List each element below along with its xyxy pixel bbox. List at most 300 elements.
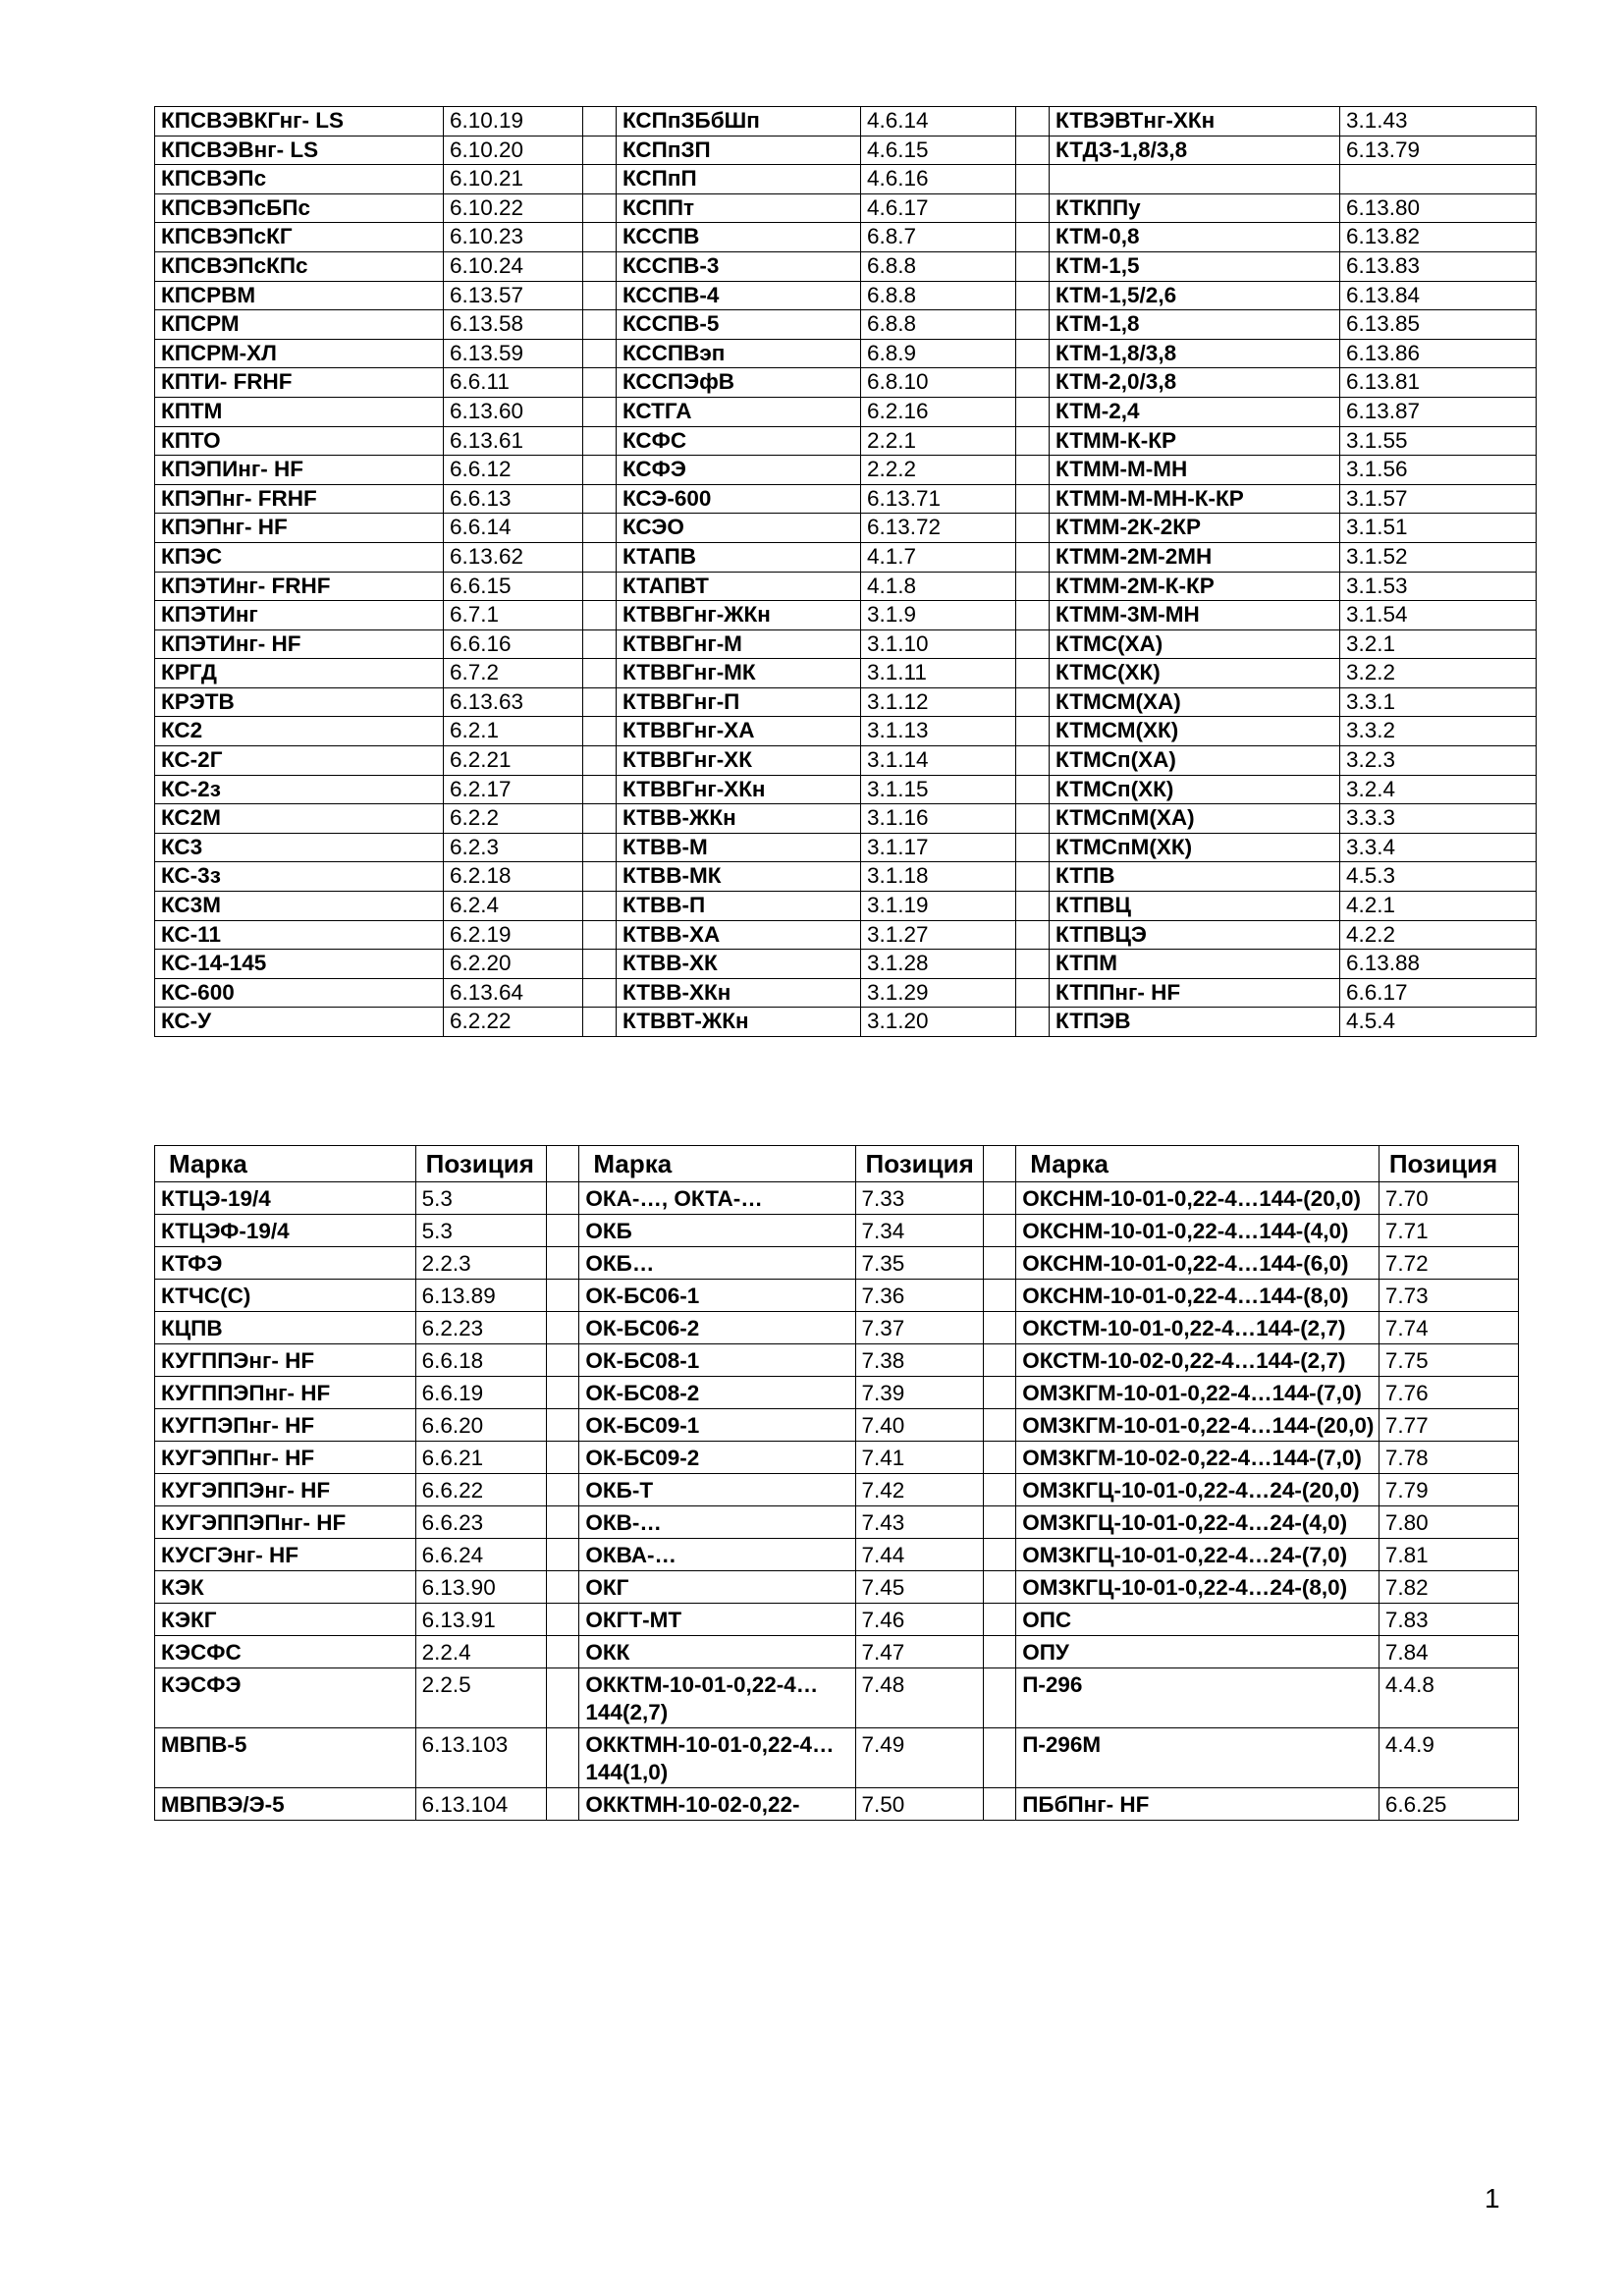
- brand-cell: КТЧС(С): [155, 1280, 416, 1312]
- brand-cell: КСПпП: [617, 165, 861, 194]
- position-cell: 4.2.2: [1340, 920, 1537, 950]
- spacer-cell: [1016, 368, 1050, 398]
- position-cell: 6.10.22: [444, 193, 583, 223]
- table-row: [155, 1409, 1519, 1442]
- position-cell: 6.13.61: [444, 426, 583, 456]
- position-cell: [1340, 165, 1537, 194]
- position-cell: 3.2.1: [1340, 629, 1537, 659]
- spacer-cell: [583, 804, 617, 834]
- position-cell: 6.6.17: [1340, 978, 1537, 1008]
- table-row: [155, 775, 1537, 804]
- brand-cell: КТЦЭФ-19/4: [155, 1215, 416, 1247]
- index-table-1: [154, 106, 1537, 1037]
- position-cell: 3.1.11: [861, 659, 1016, 688]
- spacer-cell: [984, 1344, 1016, 1377]
- position-cell: 6.10.20: [444, 136, 583, 165]
- position-cell: 6.13.71: [861, 484, 1016, 514]
- table-row: [155, 1474, 1519, 1506]
- spacer-cell: [583, 833, 617, 862]
- brand-cell: КТВВГнг-П: [617, 687, 861, 717]
- brand-cell: КТМ-1,5/2,6: [1050, 281, 1340, 310]
- spacer-cell: [583, 136, 617, 165]
- position-cell: 3.1.57: [1340, 484, 1537, 514]
- header-brand-3: Марка: [1016, 1146, 1380, 1182]
- table-row: [155, 687, 1537, 717]
- position-cell: 7.83: [1379, 1604, 1518, 1636]
- brand-cell: КТМ-0,8: [1050, 223, 1340, 252]
- position-cell: 7.74: [1379, 1312, 1518, 1344]
- position-cell: 3.1.16: [861, 804, 1016, 834]
- brand-cell: КТВВ-ЖКн: [617, 804, 861, 834]
- spacer-cell: [547, 1377, 579, 1409]
- spacer-cell: [547, 1668, 579, 1728]
- brand-cell: КС3: [155, 833, 444, 862]
- position-cell: 3.1.56: [1340, 456, 1537, 485]
- brand-cell: КССПВ-4: [617, 281, 861, 310]
- position-cell: 6.2.23: [415, 1312, 547, 1344]
- brand-cell: ОКСНМ-10-01-0,22-4…144-(8,0): [1016, 1280, 1380, 1312]
- position-cell: 6.6.15: [444, 572, 583, 601]
- spacer-cell: [1016, 629, 1050, 659]
- position-cell: 2.2.1: [861, 426, 1016, 456]
- spacer-cell: [547, 1247, 579, 1280]
- brand-cell: КТВВГнг-ХКн: [617, 775, 861, 804]
- brand-cell: КТММ-2М-К-КР: [1050, 572, 1340, 601]
- table-row: [155, 1539, 1519, 1571]
- brand-cell: КЭК: [155, 1571, 416, 1604]
- position-cell: 6.2.17: [444, 775, 583, 804]
- position-cell: 7.38: [855, 1344, 984, 1377]
- brand-cell: КТДЗ-1,8/3,8: [1050, 136, 1340, 165]
- index-table-1-body: [155, 107, 1537, 1037]
- spacer-cell: [583, 107, 617, 137]
- spacer-cell: [1016, 310, 1050, 340]
- table-row: [155, 107, 1537, 137]
- spacer-cell: [547, 1506, 579, 1539]
- spacer-cell: [984, 1182, 1016, 1215]
- spacer-cell: [1016, 775, 1050, 804]
- position-cell: 3.2.3: [1340, 746, 1537, 776]
- position-cell: 3.1.10: [861, 629, 1016, 659]
- table-row: [155, 397, 1537, 426]
- brand-cell: КПТО: [155, 426, 444, 456]
- spacer-cell: [1016, 484, 1050, 514]
- spacer-cell: [1016, 542, 1050, 572]
- brand-cell: КТММ-2К-2КР: [1050, 514, 1340, 543]
- position-cell: 3.1.15: [861, 775, 1016, 804]
- brand-cell: КТМ-1,5: [1050, 251, 1340, 281]
- spacer-cell: [1016, 687, 1050, 717]
- position-cell: 3.2.2: [1340, 659, 1537, 688]
- brand-cell: КТФЭ: [155, 1247, 416, 1280]
- brand-cell: КПСРМ: [155, 310, 444, 340]
- position-cell: 7.44: [855, 1539, 984, 1571]
- spacer-cell: [583, 717, 617, 746]
- position-cell: 4.6.15: [861, 136, 1016, 165]
- position-cell: 6.6.24: [415, 1539, 547, 1571]
- position-cell: 3.1.54: [1340, 601, 1537, 630]
- table-row: [155, 1215, 1519, 1247]
- brand-cell: КСТГА: [617, 397, 861, 426]
- position-cell: 6.8.10: [861, 368, 1016, 398]
- brand-cell: ОПУ: [1016, 1636, 1380, 1668]
- position-cell: 6.2.1: [444, 717, 583, 746]
- position-cell: 6.2.22: [444, 1008, 583, 1037]
- header-position-2: Позиция: [855, 1146, 984, 1182]
- position-cell: 6.8.8: [861, 251, 1016, 281]
- brand-cell: МВПВ-5: [155, 1728, 416, 1788]
- brand-cell: КПСВЭПсКПс: [155, 251, 444, 281]
- brand-cell: КТПЭВ: [1050, 1008, 1340, 1037]
- spacer-cell: [984, 1215, 1016, 1247]
- brand-cell: ОКСТМ-10-02-0,22-4…144-(2,7): [1016, 1344, 1380, 1377]
- brand-cell: ОКГТ-МТ: [579, 1604, 855, 1636]
- spacer-cell: [1016, 659, 1050, 688]
- position-cell: 6.13.85: [1340, 310, 1537, 340]
- index-table-2-header-row: [155, 1146, 1519, 1182]
- brand-cell: ОК-БС09-1: [579, 1409, 855, 1442]
- position-cell: 6.13.59: [444, 339, 583, 368]
- position-cell: 7.36: [855, 1280, 984, 1312]
- position-cell: 6.13.79: [1340, 136, 1537, 165]
- brand-cell: КТММ-2М-2МН: [1050, 542, 1340, 572]
- header-spacer-2: [984, 1146, 1016, 1182]
- brand-cell: КЦПВ: [155, 1312, 416, 1344]
- position-cell: 6.2.20: [444, 950, 583, 979]
- position-cell: 6.2.4: [444, 892, 583, 921]
- position-cell: 4.1.8: [861, 572, 1016, 601]
- brand-cell: МВПВЭ/Э-5: [155, 1788, 416, 1821]
- brand-cell: КТМ-2,4: [1050, 397, 1340, 426]
- brand-cell: КПСВЭПс: [155, 165, 444, 194]
- brand-cell: КС-2з: [155, 775, 444, 804]
- position-cell: 3.1.12: [861, 687, 1016, 717]
- spacer-cell: [1016, 1008, 1050, 1037]
- spacer-cell: [1016, 717, 1050, 746]
- spacer-cell: [1016, 456, 1050, 485]
- position-cell: 6.6.14: [444, 514, 583, 543]
- brand-cell: ОКСНМ-10-01-0,22-4…144-(20,0): [1016, 1182, 1380, 1215]
- spacer-cell: [1016, 136, 1050, 165]
- position-cell: 3.3.3: [1340, 804, 1537, 834]
- spacer-cell: [583, 862, 617, 892]
- spacer-cell: [984, 1788, 1016, 1821]
- brand-cell: КТАПВТ: [617, 572, 861, 601]
- brand-cell: КТМСпМ(ХА): [1050, 804, 1340, 834]
- position-cell: 7.71: [1379, 1215, 1518, 1247]
- position-cell: 6.13.87: [1340, 397, 1537, 426]
- brand-cell: КСПпЗП: [617, 136, 861, 165]
- position-cell: 6.13.89: [415, 1280, 547, 1312]
- spacer-cell: [583, 950, 617, 979]
- brand-cell: КСПпЗБбШп: [617, 107, 861, 137]
- spacer-cell: [583, 397, 617, 426]
- position-cell: 3.3.1: [1340, 687, 1537, 717]
- position-cell: 6.13.86: [1340, 339, 1537, 368]
- spacer-cell: [547, 1409, 579, 1442]
- table-row: [155, 165, 1537, 194]
- spacer-cell: [547, 1312, 579, 1344]
- position-cell: 3.1.52: [1340, 542, 1537, 572]
- position-cell: 4.4.8: [1379, 1668, 1518, 1728]
- brand-cell: ОК-БС06-2: [579, 1312, 855, 1344]
- brand-cell: КТММ-3М-МН: [1050, 601, 1340, 630]
- spacer-cell: [583, 775, 617, 804]
- position-cell: 6.13.72: [861, 514, 1016, 543]
- brand-cell: КТВВ-ХКн: [617, 978, 861, 1008]
- spacer-cell: [547, 1728, 579, 1788]
- brand-cell: ОМЗКГЦ-10-01-0,22-4…24-(7,0): [1016, 1539, 1380, 1571]
- spacer-cell: [583, 484, 617, 514]
- spacer-cell: [583, 281, 617, 310]
- position-cell: 6.13.91: [415, 1604, 547, 1636]
- brand-cell: КТВВ-ХА: [617, 920, 861, 950]
- spacer-cell: [1016, 862, 1050, 892]
- position-cell: 6.13.82: [1340, 223, 1537, 252]
- brand-cell: КУГПЭПнг- HF: [155, 1409, 416, 1442]
- spacer-cell: [583, 601, 617, 630]
- position-cell: 7.49: [855, 1728, 984, 1788]
- brand-cell: ОКСНМ-10-01-0,22-4…144-(6,0): [1016, 1247, 1380, 1280]
- position-cell: 3.1.19: [861, 892, 1016, 921]
- position-cell: 6.10.23: [444, 223, 583, 252]
- position-cell: 6.10.24: [444, 251, 583, 281]
- table-row: [155, 193, 1537, 223]
- brand-cell: КТВВГнг-МК: [617, 659, 861, 688]
- brand-cell: КТВЭВТнг-ХКн: [1050, 107, 1340, 137]
- position-cell: 6.2.19: [444, 920, 583, 950]
- position-cell: 7.37: [855, 1312, 984, 1344]
- position-cell: 7.45: [855, 1571, 984, 1604]
- brand-cell: ОККТМ-10-01-0,22-4…144(2,7): [579, 1668, 855, 1728]
- brand-cell: КТММ-М-МН-К-КР: [1050, 484, 1340, 514]
- brand-cell: КПЭПИнг- HF: [155, 456, 444, 485]
- brand-cell: КС-2Г: [155, 746, 444, 776]
- brand-cell: КТМ-2,0/3,8: [1050, 368, 1340, 398]
- page-number: 1: [1485, 2183, 1500, 2214]
- position-cell: 6.6.23: [415, 1506, 547, 1539]
- position-cell: 2.2.4: [415, 1636, 547, 1668]
- brand-cell: ОКСТМ-10-01-0,22-4…144-(2,7): [1016, 1312, 1380, 1344]
- table-row: [155, 281, 1537, 310]
- position-cell: 3.1.27: [861, 920, 1016, 950]
- table-row: [155, 368, 1537, 398]
- position-cell: 6.8.9: [861, 339, 1016, 368]
- spacer-cell: [1016, 281, 1050, 310]
- brand-cell: КС-14-145: [155, 950, 444, 979]
- position-cell: 6.13.103: [415, 1728, 547, 1788]
- spacer-cell: [583, 1008, 617, 1037]
- brand-cell: КРЭТВ: [155, 687, 444, 717]
- brand-cell: КПЭС: [155, 542, 444, 572]
- brand-cell: КТППнг- HF: [1050, 978, 1340, 1008]
- position-cell: 6.2.18: [444, 862, 583, 892]
- spacer-cell: [583, 251, 617, 281]
- position-cell: 7.75: [1379, 1344, 1518, 1377]
- brand-cell: КТВВ-П: [617, 892, 861, 921]
- spacer-cell: [583, 659, 617, 688]
- brand-cell: КСППт: [617, 193, 861, 223]
- spacer-cell: [1016, 601, 1050, 630]
- brand-cell: КТМСМ(ХА): [1050, 687, 1340, 717]
- position-cell: 6.13.62: [444, 542, 583, 572]
- brand-cell: ОКГ: [579, 1571, 855, 1604]
- spacer-cell: [583, 514, 617, 543]
- brand-cell: КТВВГнг-М: [617, 629, 861, 659]
- spacer-cell: [1016, 339, 1050, 368]
- brand-cell: КТВВ-М: [617, 833, 861, 862]
- table-row: [155, 542, 1537, 572]
- table-row: [155, 950, 1537, 979]
- brand-cell: КТПВЦ: [1050, 892, 1340, 921]
- spacer-cell: [583, 746, 617, 776]
- position-cell: 6.13.58: [444, 310, 583, 340]
- spacer-cell: [583, 339, 617, 368]
- brand-cell: КТМСпМ(ХК): [1050, 833, 1340, 862]
- position-cell: 6.7.1: [444, 601, 583, 630]
- brand-cell: КТЦЭ-19/4: [155, 1182, 416, 1215]
- position-cell: 7.34: [855, 1215, 984, 1247]
- brand-cell: КС2М: [155, 804, 444, 834]
- brand-cell: КС3М: [155, 892, 444, 921]
- spacer-cell: [583, 456, 617, 485]
- brand-cell: КУГЭППЭПнг- HF: [155, 1506, 416, 1539]
- table-row: [155, 1442, 1519, 1474]
- position-cell: 7.47: [855, 1636, 984, 1668]
- position-cell: 7.82: [1379, 1571, 1518, 1604]
- position-cell: 4.6.16: [861, 165, 1016, 194]
- brand-cell: КТПВ: [1050, 862, 1340, 892]
- brand-cell: ОКБ: [579, 1215, 855, 1247]
- position-cell: 7.40: [855, 1409, 984, 1442]
- position-cell: 7.33: [855, 1182, 984, 1215]
- position-cell: 6.13.90: [415, 1571, 547, 1604]
- table-row: [155, 339, 1537, 368]
- table-row: [155, 833, 1537, 862]
- brand-cell: КССПВ-5: [617, 310, 861, 340]
- brand-cell: КССПВэп: [617, 339, 861, 368]
- position-cell: 7.42: [855, 1474, 984, 1506]
- position-cell: 6.13.63: [444, 687, 583, 717]
- spacer-cell: [583, 892, 617, 921]
- brand-cell: КТМСп(ХА): [1050, 746, 1340, 776]
- position-cell: 7.43: [855, 1506, 984, 1539]
- table-row: [155, 484, 1537, 514]
- brand-cell: КТМ-1,8/3,8: [1050, 339, 1340, 368]
- spacer-cell: [583, 572, 617, 601]
- brand-cell: КС-3з: [155, 862, 444, 892]
- brand-cell: КСФЭ: [617, 456, 861, 485]
- brand-cell: КСФС: [617, 426, 861, 456]
- spacer-cell: [984, 1571, 1016, 1604]
- spacer-cell: [547, 1604, 579, 1636]
- position-cell: 6.2.2: [444, 804, 583, 834]
- spacer-cell: [984, 1474, 1016, 1506]
- spacer-cell: [1016, 920, 1050, 950]
- brand-cell: КПСРВМ: [155, 281, 444, 310]
- table-row: [155, 1247, 1519, 1280]
- position-cell: 6.2.16: [861, 397, 1016, 426]
- brand-cell: ПБбПнг- HF: [1016, 1788, 1380, 1821]
- position-cell: 3.1.9: [861, 601, 1016, 630]
- brand-cell: КТММ-К-КР: [1050, 426, 1340, 456]
- brand-cell: КПСВЭПсКГ: [155, 223, 444, 252]
- spacer-cell: [984, 1668, 1016, 1728]
- spacer-cell: [1016, 107, 1050, 137]
- position-cell: 3.3.2: [1340, 717, 1537, 746]
- table-row: [155, 136, 1537, 165]
- position-cell: 7.70: [1379, 1182, 1518, 1215]
- spacer-cell: [1016, 397, 1050, 426]
- spacer-cell: [547, 1182, 579, 1215]
- brand-cell: ОКБ…: [579, 1247, 855, 1280]
- spacer-cell: [583, 978, 617, 1008]
- position-cell: 7.76: [1379, 1377, 1518, 1409]
- table-row: [155, 572, 1537, 601]
- table-row: [155, 862, 1537, 892]
- brand-cell: КССПВ-3: [617, 251, 861, 281]
- header-position-1: Позиция: [415, 1146, 547, 1182]
- spacer-cell: [583, 165, 617, 194]
- brand-cell: КПСВЭВнг- LS: [155, 136, 444, 165]
- spacer-cell: [547, 1788, 579, 1821]
- table-row: [155, 1344, 1519, 1377]
- position-cell: 7.79: [1379, 1474, 1518, 1506]
- position-cell: 7.48: [855, 1668, 984, 1728]
- table-row: [155, 892, 1537, 921]
- index-table-2: [154, 1145, 1519, 1821]
- brand-cell: КС-У: [155, 1008, 444, 1037]
- position-cell: 6.6.11: [444, 368, 583, 398]
- brand-cell: ОККТМН-10-02-0,22-: [579, 1788, 855, 1821]
- brand-cell: КЭСФЭ: [155, 1668, 416, 1728]
- header-brand-2: Марка: [579, 1146, 855, 1182]
- spacer-cell: [1016, 950, 1050, 979]
- position-cell: 6.13.64: [444, 978, 583, 1008]
- spacer-cell: [984, 1728, 1016, 1788]
- brand-cell: КРГД: [155, 659, 444, 688]
- table-row: [155, 717, 1537, 746]
- brand-cell: КС-600: [155, 978, 444, 1008]
- position-cell: 3.3.4: [1340, 833, 1537, 862]
- position-cell: 6.13.60: [444, 397, 583, 426]
- spacer-cell: [583, 542, 617, 572]
- spacer-cell: [1016, 426, 1050, 456]
- brand-cell: [1050, 165, 1340, 194]
- position-cell: 7.77: [1379, 1409, 1518, 1442]
- position-cell: 6.13.81: [1340, 368, 1537, 398]
- spacer-cell: [984, 1377, 1016, 1409]
- table-row: [155, 456, 1537, 485]
- brand-cell: ОПС: [1016, 1604, 1380, 1636]
- table-row: [155, 1604, 1519, 1636]
- table-row: [155, 1008, 1537, 1037]
- position-cell: 3.1.17: [861, 833, 1016, 862]
- position-cell: 6.13.83: [1340, 251, 1537, 281]
- spacer-cell: [583, 629, 617, 659]
- position-cell: 6.6.12: [444, 456, 583, 485]
- brand-cell: КПЭТИнг- HF: [155, 629, 444, 659]
- position-cell: 4.5.4: [1340, 1008, 1537, 1037]
- spacer-cell: [547, 1344, 579, 1377]
- position-cell: 3.1.43: [1340, 107, 1537, 137]
- brand-cell: ОМЗКГЦ-10-01-0,22-4…24-(8,0): [1016, 1571, 1380, 1604]
- position-cell: 6.13.80: [1340, 193, 1537, 223]
- table-row: [155, 920, 1537, 950]
- position-cell: 7.50: [855, 1788, 984, 1821]
- spacer-cell: [1016, 833, 1050, 862]
- brand-cell: КУГЭППнг- HF: [155, 1442, 416, 1474]
